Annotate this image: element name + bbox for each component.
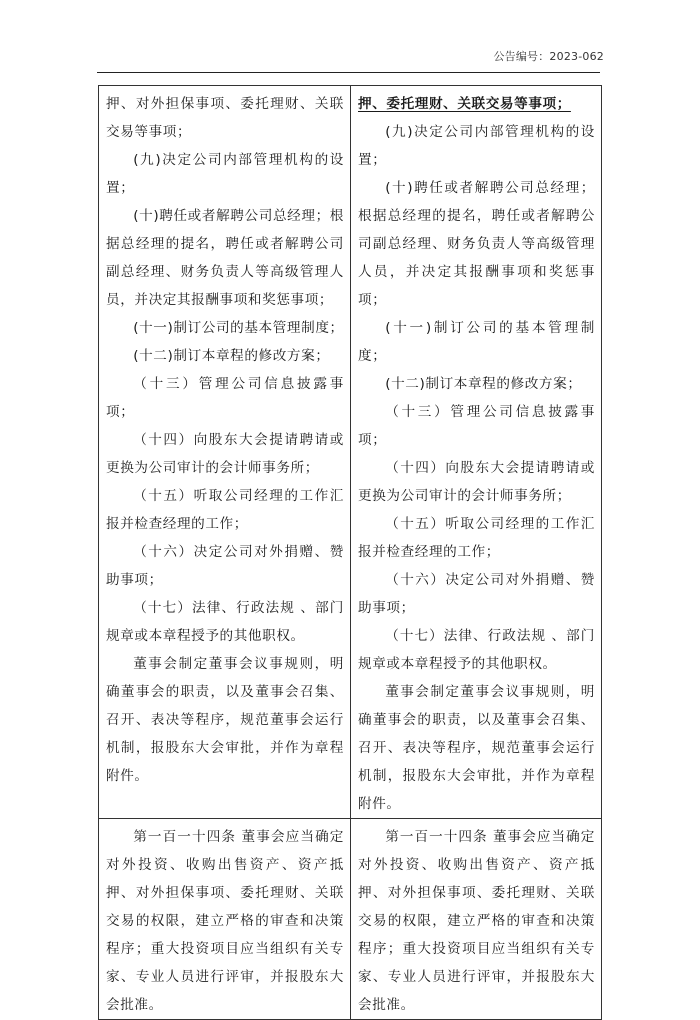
revised-item-17: （十七）法律、行政法规 、部门规章或本章程授予的其他职权。 xyxy=(358,628,595,672)
original-item-12: (十二)制订本章程的修改方案； xyxy=(133,348,330,364)
revised-text-cell xyxy=(351,86,602,819)
original-board-rules: 董事会制定董事会议事规则，明确董事会的职责，以及董事会召集、召开、表决等程序，规范董事会运行机制，报股东大会审批，并作为章程附件。 xyxy=(106,656,344,784)
table-row xyxy=(99,819,602,1020)
original-item-11: (十一)制订公司的基本管理制度； xyxy=(133,320,344,336)
revised-item-16: （十六）决定公司对外捐赠、赞助事项； xyxy=(358,572,595,616)
revised-item-13: （十三）管理公司信息披露事项； xyxy=(358,404,595,448)
revised-item-12: (十二)制订本章程的修改方案； xyxy=(385,376,582,392)
original-item-10: (十)聘任或者解聘公司总经理；根据总经理的提名，聘任或者解聘公司副总经理、财务负责人等高级管理人员，并决定其报酬事项和奖惩事项； xyxy=(106,208,344,308)
original-text-cell xyxy=(99,819,351,1020)
revised-item-11: (十一)制订公司的基本管理制度； xyxy=(358,320,595,364)
revised-item-15: （十五）听取公司经理的工作汇报并检查经理的工作； xyxy=(358,516,595,560)
revised-continuation-changed: 押、委托理财、关联交易等事项； xyxy=(358,96,571,112)
original-item-13: （十三）管理公司信息披露事项； xyxy=(106,376,344,420)
revised-item-14: （十四）向股东大会提请聘请或更换为公司审计的会计师事务所； xyxy=(358,460,595,504)
notice-number: 公告编号：2023-062 xyxy=(493,50,604,63)
original-continuation: 押、对外担保事项、委托理财、关联交易等事项； xyxy=(106,96,344,140)
original-item-16: （十六）决定公司对外捐赠、赞助事项； xyxy=(106,544,344,588)
comparison-table xyxy=(98,85,602,1020)
revised-item-10: (十)聘任或者解聘公司总经理；根据总经理的提名，聘任或者解聘公司副总经理、财务负责人等高级管理人员，并决定其报酬事项和奖惩事项； xyxy=(358,180,595,308)
original-article-114: 第一百一十四条 董事会应当确定对外投资、收购出售资产、资产抵押、对外担保事项、委托理财、关联交易的权限，建立严格的审查和决策程序；重大投资项目应当组织有关专家、专业人员进行评审，并报股东大会批准。 xyxy=(106,829,344,1013)
original-item-14: （十四）向股东大会提请聘请或更换为公司审计的会计师事务所； xyxy=(106,432,344,476)
revised-text-cell xyxy=(351,819,602,1020)
revised-article-114: 第一百一十四条 董事会应当确定对外投资、收购出售资产、资产抵押、对外担保事项、委托理财、关联交易的权限，建立严格的审查和决策程序；重大投资项目应当组织有关专家、专业人员进行评审，并报股东大会批准。 xyxy=(358,829,595,1013)
revised-board-rules: 董事会制定董事会议事规则，明确董事会的职责，以及董事会召集、召开、表决等程序，规范董事会运行机制，报股东大会审批，并作为章程附件。 xyxy=(358,684,595,812)
table-row xyxy=(99,86,602,819)
original-item-9: (九)决定公司内部管理机构的设置； xyxy=(106,152,344,196)
original-item-15: （十五）听取公司经理的工作汇报并检查经理的工作； xyxy=(106,488,344,532)
header-rule xyxy=(97,72,600,73)
original-text-cell xyxy=(99,86,351,819)
revised-item-9: (九)决定公司内部管理机构的设置； xyxy=(358,124,595,168)
original-item-17: （十七）法律、行政法规 、部门规章或本章程授予的其他职权。 xyxy=(106,600,344,644)
